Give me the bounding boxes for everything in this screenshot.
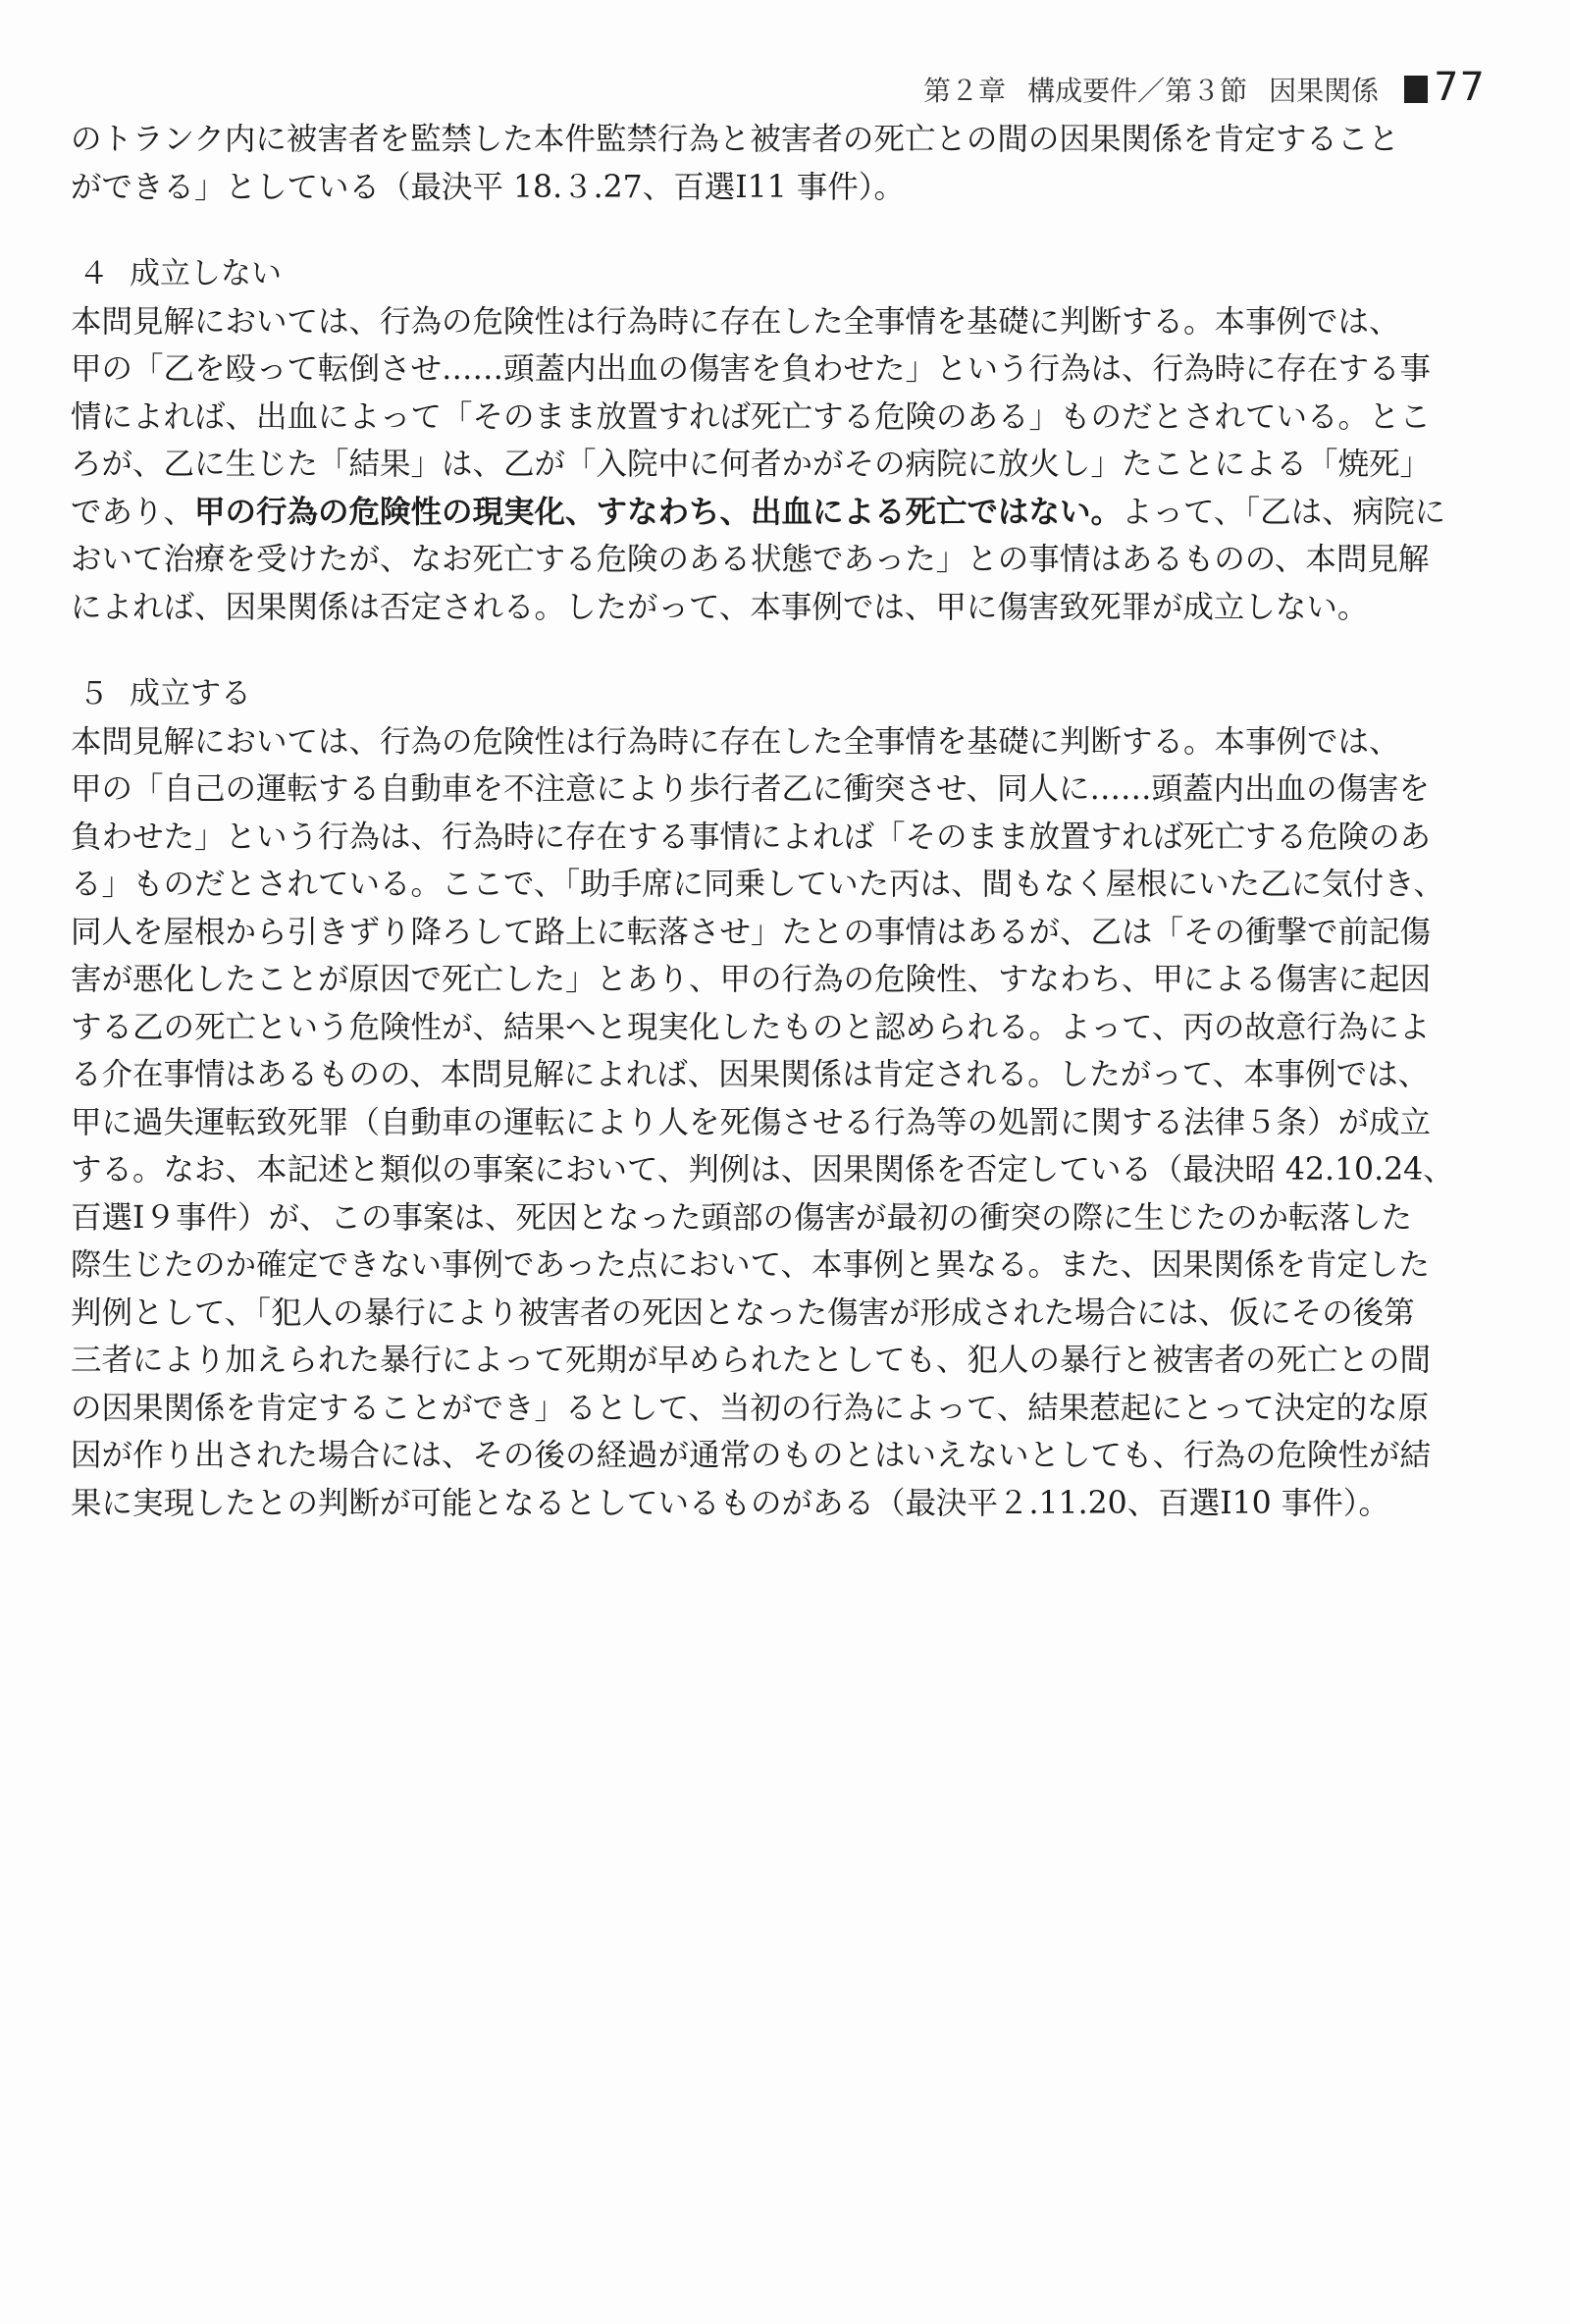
- paragraph-line: 害が悪化したことが原因で死亡した」とあり、甲の行為の危険性、すなわち、甲による傷害に起因: [71, 962, 1432, 997]
- paragraph-line: 同人を屋根から引きずり降ろして路上に転落させ」たとの事情はあるが、乙は「その衝撃で前記傷: [71, 914, 1432, 950]
- paragraph-line: 本問見解においては、行為の危険性は行為時に存在した全事情を基礎に判断する。本事例では、: [71, 303, 1400, 340]
- paragraph-line: する乙の死亡という危険性が、結果へと現実化したものと認められる。よって、丙の故意行為によ: [71, 1009, 1431, 1045]
- paragraph-line: ができる」としている（最決平 18.３.27、百選Ⅰ11 事件）。: [71, 169, 905, 205]
- paragraph-line: 負わせた」という行為は、行為時に存在する事情によれば「そのまま放置すれば死亡する危険のあ: [71, 819, 1432, 855]
- paragraph-line: 果に実現したとの判断が可能となるとしているものがある（最決平２.11.20、百選Ⅰ10 事件）。: [71, 1485, 1389, 1521]
- paragraph-line: によれば、因果関係は否定される。したがって、本事例では、甲に傷害致死罪が成立しない。: [71, 589, 1369, 625]
- square-marker-icon: [1404, 76, 1428, 103]
- topic-label: 因果関係: [1269, 75, 1380, 107]
- paragraph-line: ろが、乙に生じた「結果」は、乙が「入院中に何者かがその病院に放火し」たことによる「焼死」: [71, 447, 1432, 482]
- paragraph-line: する。なお、本記述と類似の事案において、判例は、因果関係を否定している（最決昭 42.10.24、: [71, 1152, 1454, 1188]
- paragraph-line: 情によれば、出血によって「そのまま放置すれば死亡する危険のある」ものだとされている。とこ: [71, 398, 1432, 435]
- body-text: [71, 116, 1484, 1527]
- emphasized-text: 甲の行為の危険性の現実化、すなわち、出血による死亡ではない。: [194, 494, 1123, 530]
- section-heading-5: [71, 670, 1484, 718]
- paragraph-line: る」ものだとされている。ここで、「助手席に同乗していた丙は、間もなく屋根にいた乙に気付き、: [71, 867, 1444, 902]
- chapter-label: 第２章: [923, 75, 1007, 107]
- paragraph-line: 百選Ⅰ９事件）が、この事案は、死因となった頭部の傷害が最初の衝突の際に生じたのか転落した: [71, 1199, 1412, 1236]
- paragraph-line: る介在事情はあるものの、本問見解によれば、因果関係は肯定される。したがって、本事例では、: [71, 1057, 1430, 1092]
- section-title: 成立する: [130, 676, 251, 712]
- paragraph-line: [71, 489, 1484, 537]
- section-number: ５: [78, 676, 109, 712]
- paragraph-line: おいて治療を受けたが、なお死亡する危険のある状態であった」との事情はあるものの、本問見解: [71, 542, 1430, 577]
- paragraph-line: の因果関係を肯定することができ」るとして、当初の行為によって、結果惹起にとって決定的な原: [71, 1390, 1430, 1426]
- text-run: よって、「乙は、病院に: [1122, 494, 1446, 530]
- paragraph-line: 本問見解においては、行為の危険性は行為時に存在した全事情を基礎に判断する。本事例では、: [71, 723, 1400, 760]
- paragraph-line: 三者により加えられた暴行によって死期が早められたとしても、犯人の暴行と被害者の死亡との間: [71, 1343, 1432, 1378]
- section-label: 構成要件／第３節: [1027, 75, 1248, 107]
- section-title: 成立しない: [130, 256, 282, 291]
- paragraph-line: 甲に過失運転致死罪（自動車の運転により人を死傷させる行為等の処罰に関する法律５条）が成立: [71, 1104, 1432, 1140]
- page-number: 77: [1434, 65, 1486, 110]
- paragraph-line: 際生じたのか確定できない事例であった点において、本事例と異なる。また、因果関係を肯定した: [71, 1247, 1431, 1283]
- section-number: ４: [78, 256, 109, 291]
- text-run: であり、: [71, 494, 195, 530]
- paragraph-line: 判例として、「犯人の暴行により被害者の死因となった傷害が形成された場合には、仮にその後第: [71, 1294, 1415, 1331]
- paragraph-line: 甲の「乙を殴って転倒させ……頭蓋内出血の傷害を負わせた」という行為は、行為時に存在する事: [71, 351, 1432, 387]
- paragraph-line: 因が作り出された場合には、その後の経過が通常のものとはいえないとしても、行為の危険性が結: [71, 1438, 1432, 1473]
- section-heading-4: [71, 250, 1484, 298]
- paragraph-line: 甲の「自己の運転する自動車を不注意により歩行者乙に衝突させ、同人に……頭蓋内出血の傷害を: [71, 771, 1431, 807]
- running-header: [923, 65, 1486, 110]
- paragraph-line: のトランク内に被害者を監禁した本件監禁行為と被害者の死亡との間の因果関係を肯定すること: [71, 122, 1399, 157]
